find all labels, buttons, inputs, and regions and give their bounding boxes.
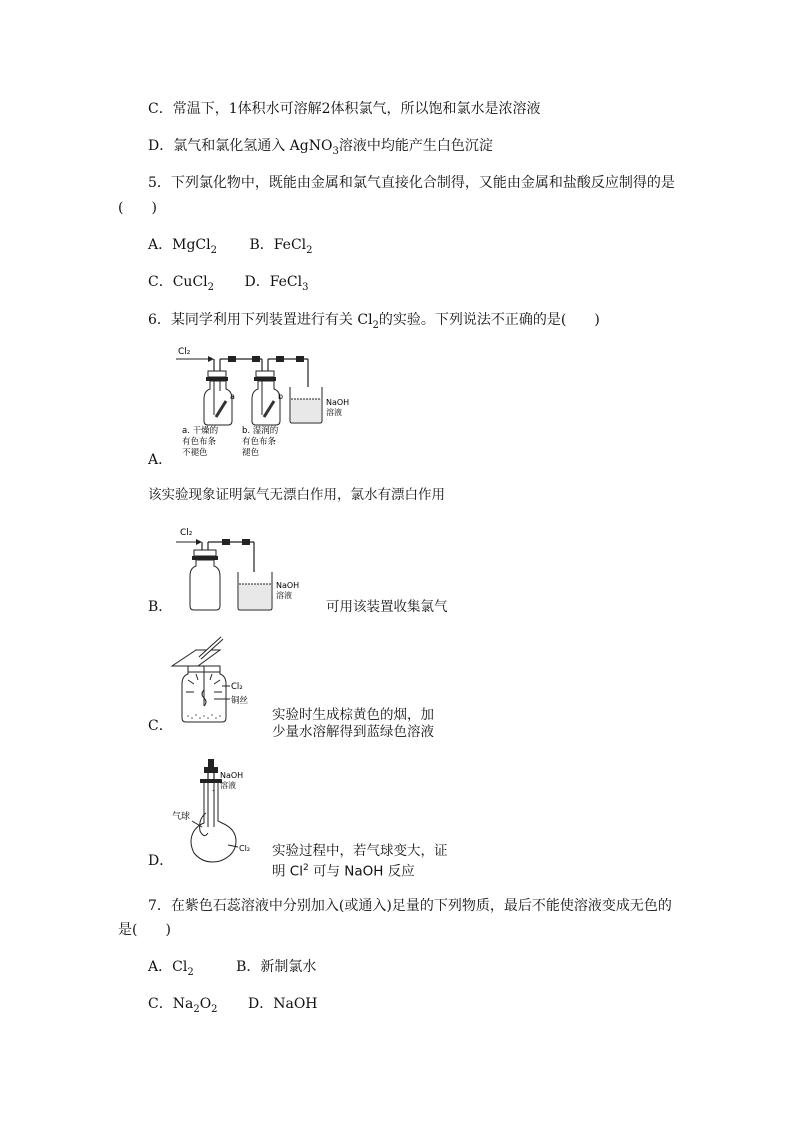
solution-label: 溶液 — [326, 408, 342, 417]
naoh-label: NaOH — [220, 771, 244, 780]
q4-option-c: C．常温下，1体积水可溶解2体积氯气，所以饱和氯水是浓溶液 — [148, 101, 541, 117]
naoh-label: NaOH — [326, 398, 350, 407]
q6-b-apparatus-figure — [172, 524, 317, 616]
q5-stem: 5．下列氯化物中，既能由金属和氯气直接化合制得，又能由金属和盐酸反应制得的是 — [148, 175, 675, 191]
balloon-label: 气球 — [172, 812, 191, 822]
q5-option-c: C．CuCl$_2$ — [148, 274, 215, 293]
q6-option-c-statement-line2: 少量水溶解得到蓝绿色溶液 — [272, 724, 434, 740]
q5-answer-blank: ( ) — [118, 200, 157, 216]
q6-a-apparatus-figure — [168, 343, 368, 461]
q5-option-b: B．FeCl$_2$ — [249, 237, 313, 256]
q7-options-row2 — [148, 995, 318, 1019]
copper-wire-label: 铜丝 — [231, 696, 249, 706]
q6-option-c-statement-line1: 实验时生成棕黄色的烟，加 — [272, 707, 434, 723]
naoh-label: NaOH — [276, 581, 300, 590]
q7-option-a: A．$Cl_2$ — [148, 959, 194, 978]
chlorine-label: Cl₂ — [180, 528, 193, 538]
q6-option-d-statement-line1: 实验过程中，若气球变大，证 — [272, 843, 448, 859]
q6-option-a-statement: 该实验现象证明氯气无漂白作用，氯水有漂白作用 — [148, 487, 445, 503]
q6-d-apparatus-figure — [170, 757, 265, 867]
q7-options-row1 — [148, 958, 316, 982]
chlorine-label: Cl₂ — [239, 844, 251, 853]
q4-option-d-text: D．氯气和氯化氢通入 AgNO — [148, 138, 333, 154]
q6-option-c-letter: C． — [148, 718, 173, 734]
q6-option-d-statement-line2: 明 Cl$^2$ 可与 NaOH 反应 — [272, 863, 415, 880]
q5-options-row2 — [148, 273, 309, 297]
caption-b-line1: b. 湿润的 — [242, 426, 279, 436]
caption-a-line2: 有色布条 — [182, 437, 217, 447]
dropper-dots: · — [212, 787, 215, 795]
q7-stem-cont: 是( ) — [118, 922, 171, 938]
chlorine-label: Cl₂ — [231, 682, 243, 692]
caption-b-line2: 有色布条 — [242, 437, 277, 447]
solution-label: 溶液 — [276, 591, 292, 600]
q6-option-b-statement: 可用该装置收集氯气 — [326, 599, 448, 615]
caption-a-line3: 不褪色 — [182, 448, 208, 458]
q6-stem: 6．某同学利用下列装置进行有关 $Cl_2$的实验。下列说法不正确的是( ) — [148, 312, 600, 331]
q4-option-d-text-end: 溶液中均能产生白色沉淀 — [338, 138, 493, 154]
caption-b-line3: 褪色 — [242, 448, 260, 458]
q6-c-apparatus-figure — [170, 636, 265, 728]
q5-option-d: D．FeCl$_3$ — [244, 274, 309, 293]
q7-option-d: D．NaOH — [248, 996, 318, 1012]
q4-option-d — [148, 137, 493, 161]
q7-option-c: C．$Na_2O_2$ — [148, 996, 218, 1015]
q6-option-a-letter: A． — [148, 452, 173, 468]
q6-option-b-letter: B． — [148, 599, 173, 615]
q5-option-a: A．MgCl$_2$ — [148, 237, 217, 256]
q7-option-b: B．新制氯水 — [236, 959, 317, 975]
chlorine-label: Cl₂ — [178, 347, 191, 357]
caption-a-line1: a. 干燥的 — [182, 426, 219, 436]
q6-option-d-letter: D． — [148, 853, 174, 869]
subscript: 3 — [332, 145, 339, 157]
solution-label: 溶液 — [220, 781, 236, 790]
label-a: a — [230, 392, 235, 401]
label-b: b — [278, 392, 284, 401]
q7-stem: 7．在紫色石蕊溶液中分别加入(或通入)足量的下列物质，最后不能使溶液变成无色的 — [148, 898, 672, 914]
q5-options-row1 — [148, 236, 313, 260]
